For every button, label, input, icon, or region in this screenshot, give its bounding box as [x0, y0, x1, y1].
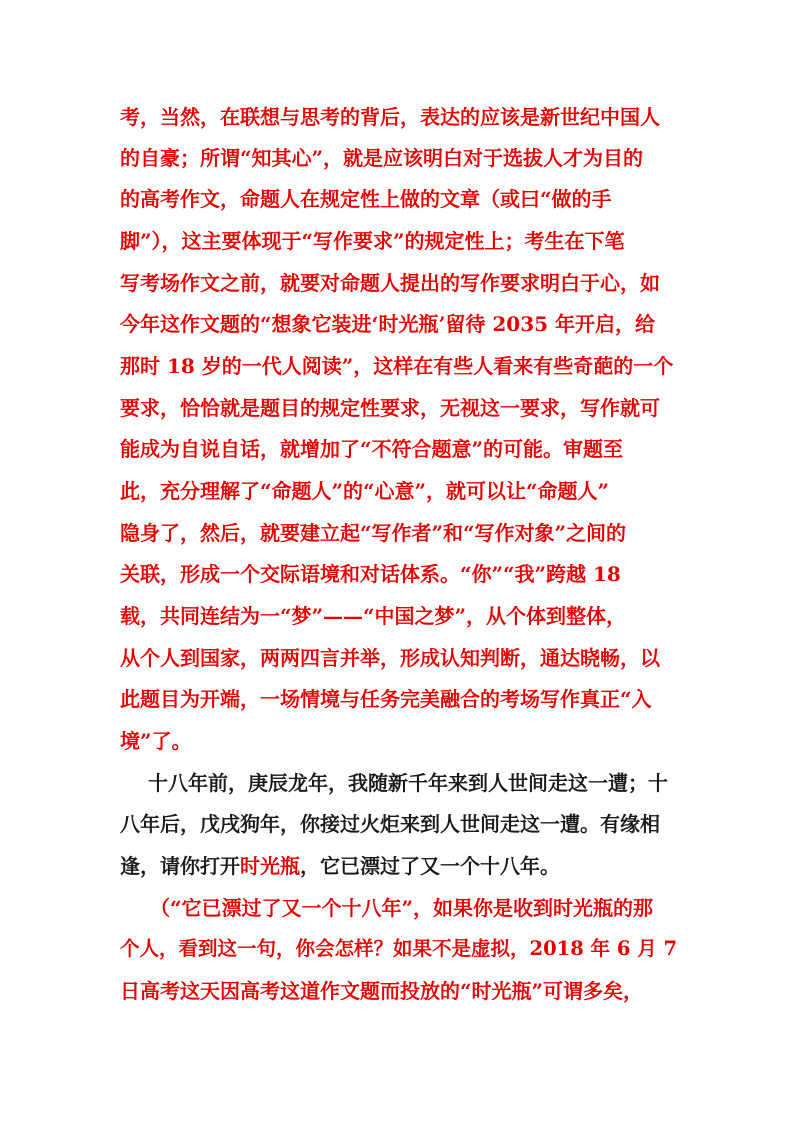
- text-line: 关联，形成一个交际语境和对话体系。“你”“我”跨越 18: [120, 562, 621, 586]
- text-line: 脚”），这主要体现于“写作要求”的规定性上；考生在下笔: [120, 229, 625, 253]
- comment-line: 个人，看到这一句，你会怎样？如果不是虚拟，2018 年 6 月 7: [120, 937, 678, 960]
- essay-text: 逢，请你打开: [120, 854, 240, 878]
- comment-line: （“它已漂过了又一个十八年”，如果你是收到时光瓶的那: [150, 896, 654, 920]
- text-line: 的高考作文，命题人在规定性上做的文章（或曰“做的手: [120, 187, 612, 211]
- text-line: 从个人到国家，两两四言并举，形成认知判断，通达晓畅，以: [120, 646, 660, 670]
- essay-text: ，它已漂过了又一个十八年。: [300, 854, 560, 878]
- essay-line: 十八年前，庚辰龙年，我随新千年来到人世间走这一遭；十: [148, 771, 668, 795]
- essay-line: [120, 849, 680, 883]
- text-line: 此，充分理解了“命题人”的“心意”，就可以让“命题人”: [120, 479, 610, 503]
- text-line: 那时 18 岁的一代人阅读”，这样在有些人看来有些奇葩的一个: [120, 354, 674, 378]
- text-line: 境”了。: [120, 729, 192, 753]
- text-line: 此题目为开端，一场情境与任务完美融合的考场写作真正“入: [120, 687, 652, 711]
- highlighted-term: 时光瓶: [240, 854, 300, 878]
- comment-line: 日高考这天因高考这道作文题而投放的“时光瓶”可谓多矣，: [120, 979, 644, 1003]
- text-line: 要求，恰恰就是题目的规定性要求，无视这一要求，写作就可: [120, 396, 660, 420]
- essay-line: 八年后，戊戌狗年，你接过火炬来到人世间走这一遭。有缘相: [120, 812, 660, 836]
- text-line: 隐身了，然后，就要建立起“写作者”和“写作对象”之间的: [120, 521, 627, 545]
- text-line: 载，共同连结为一“梦”——“中国之梦”，从个体到整体，: [120, 604, 627, 628]
- text-line: 能成为自说自话，就增加了“不符合题意”的可能。审题至: [120, 437, 624, 461]
- text-line: 今年这作文题的“想象它装进‘时光瓶’留待 2035 年开启，给: [120, 312, 656, 336]
- text-line: 写考场作文之前，就要对命题人提出的写作要求明白于心，如: [120, 271, 660, 295]
- text-line: 考，当然，在联想与思考的背后，表达的应该是新世纪中国人: [120, 105, 660, 129]
- text-line: 的自豪；所谓“知其心”，就是应该明白对于选拔人才为目的: [120, 146, 644, 170]
